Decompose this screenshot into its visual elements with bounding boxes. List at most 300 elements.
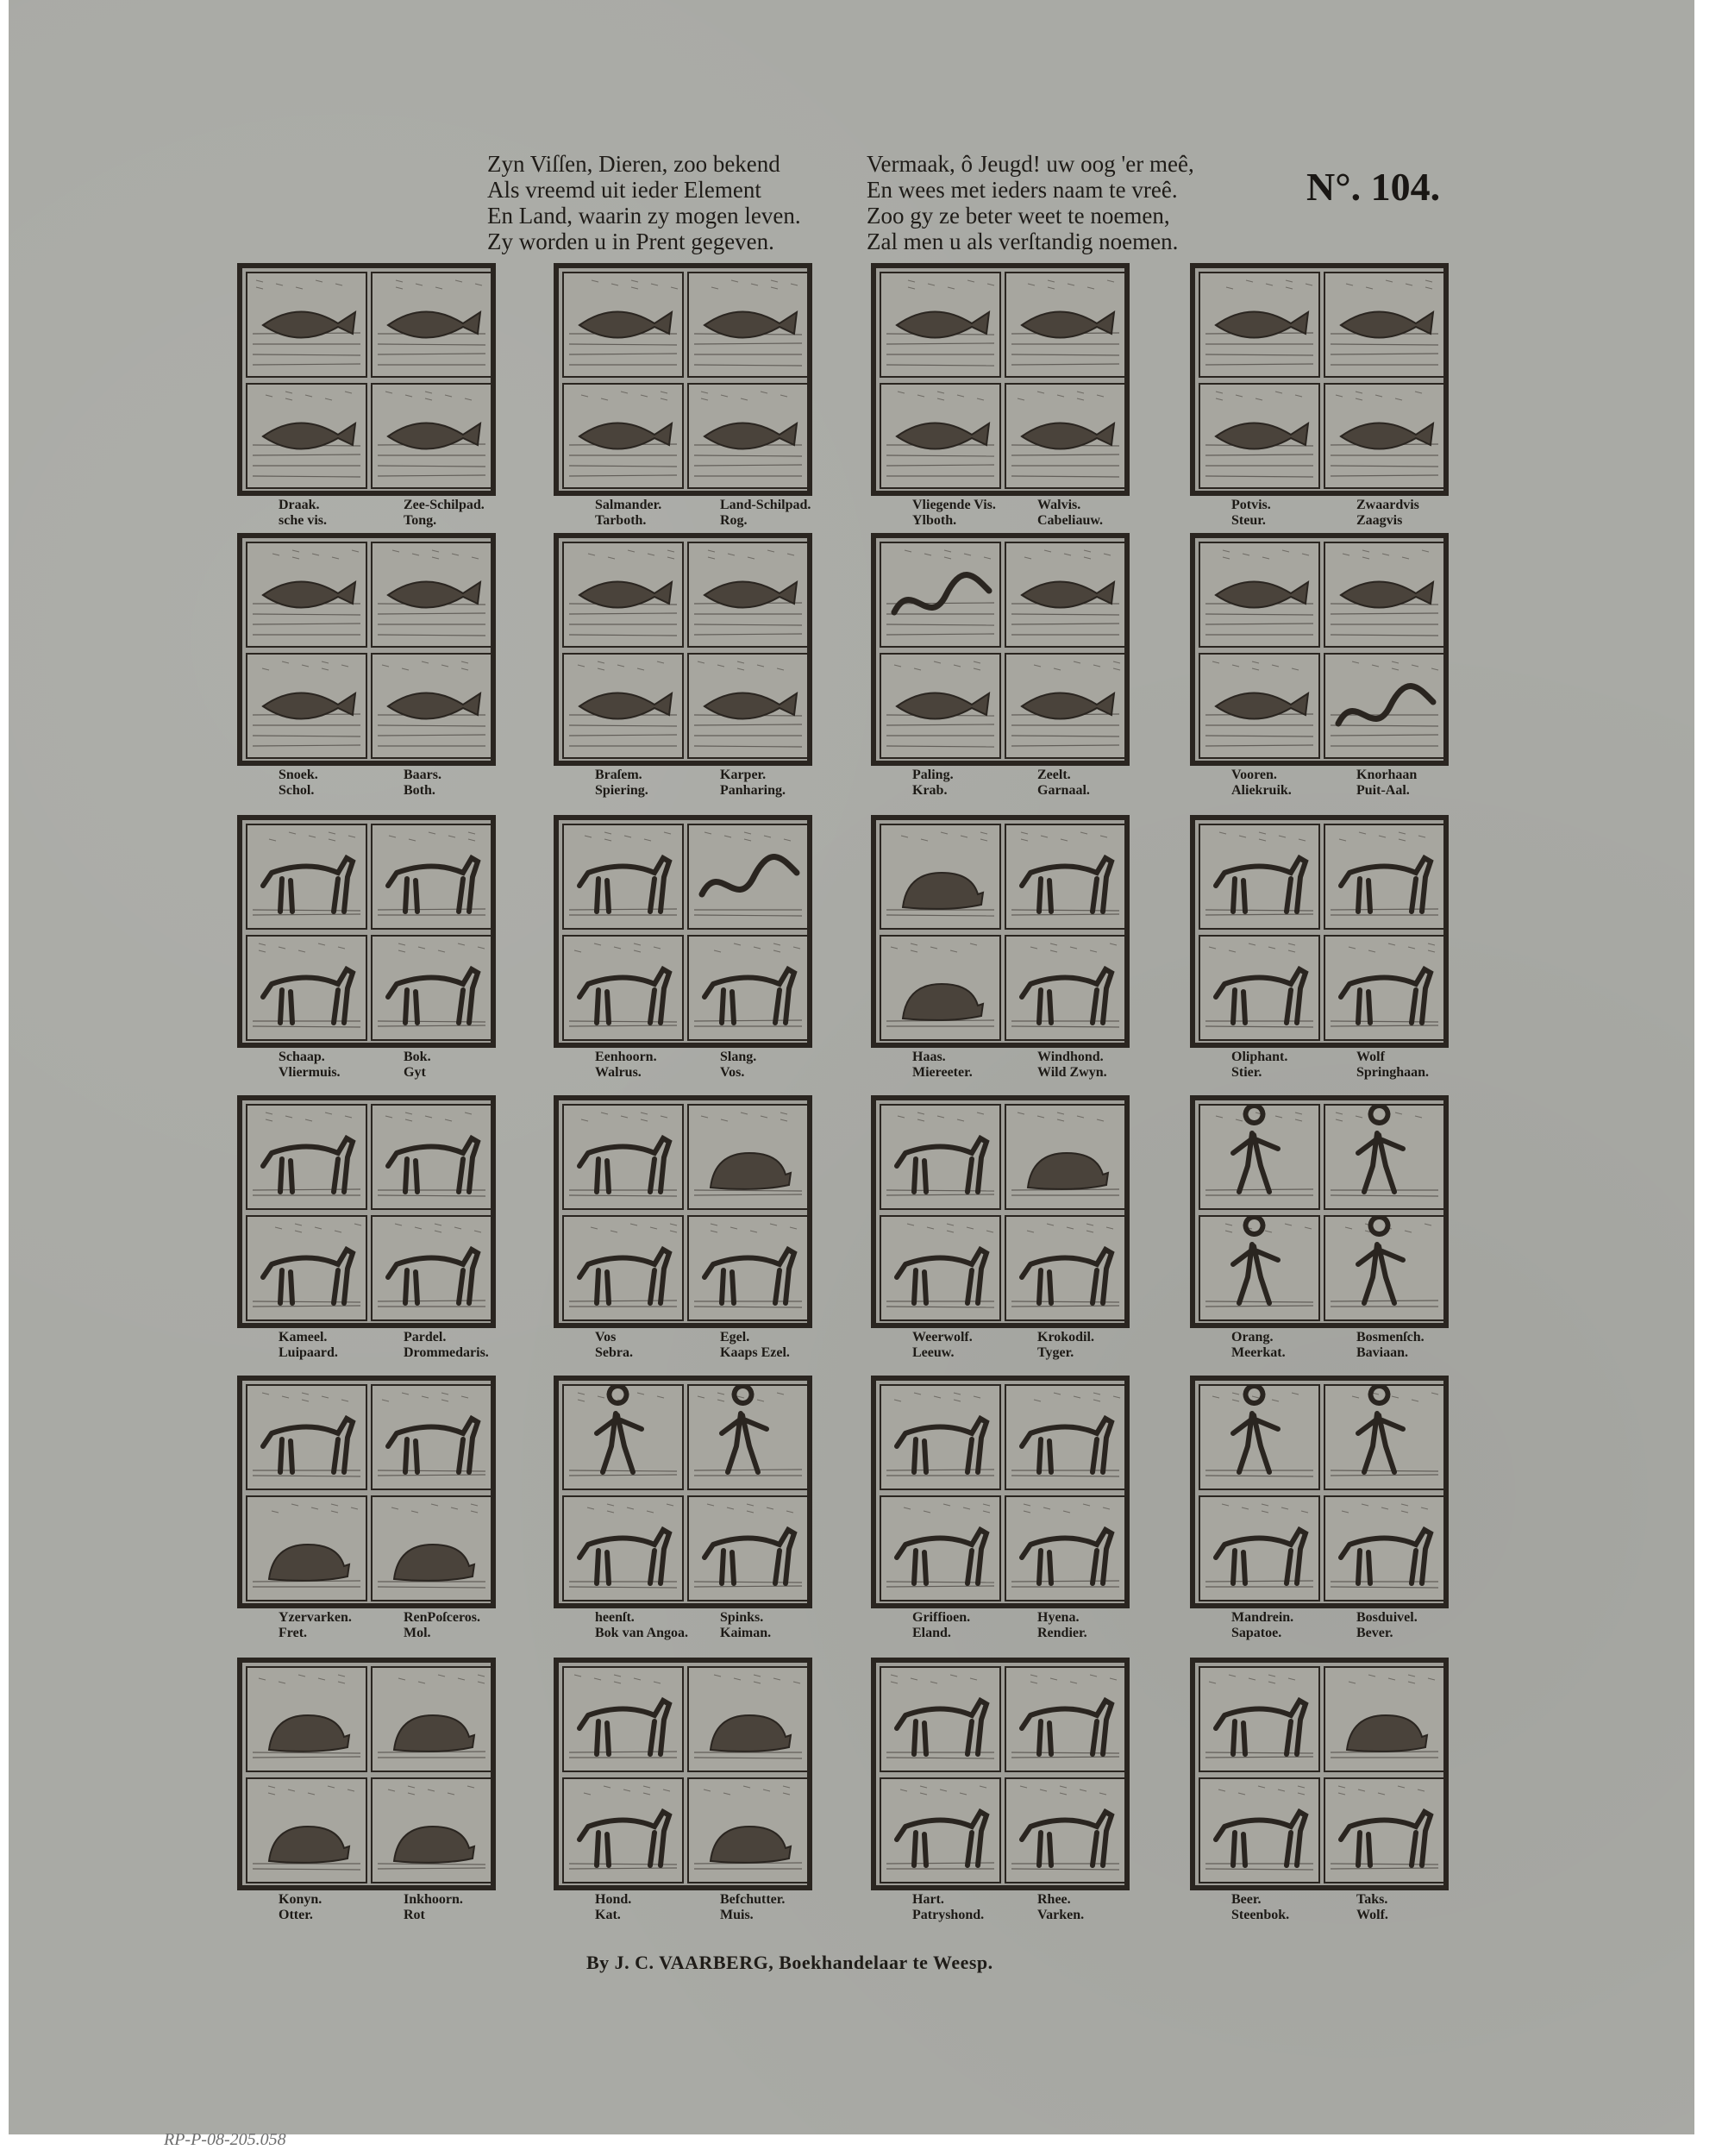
animal-caption: Walrus.	[595, 1065, 642, 1080]
woodcut-cell	[562, 1666, 684, 1772]
sturgeon-icon	[1200, 385, 1318, 487]
roach-icon	[1200, 543, 1318, 646]
animal-caption: Drommedaris.	[404, 1345, 489, 1360]
woodcut-cell	[687, 383, 809, 489]
caption-group	[886, 498, 1145, 532]
caption-group	[886, 768, 1145, 802]
animal-caption: Bok.	[404, 1050, 431, 1064]
woodcut-cell	[371, 935, 492, 1041]
woodcut-frame	[1190, 1376, 1449, 1608]
archive-number: RP-P-08-205.058	[164, 2130, 286, 2149]
woodcut-cell	[371, 1384, 492, 1490]
angora-goat-icon	[564, 1497, 682, 1600]
animal-caption: Sebra.	[595, 1345, 633, 1360]
woodcut-cell	[1324, 1384, 1445, 1490]
animal-caption: Vos.	[720, 1065, 745, 1080]
animal-caption: Spiering.	[595, 783, 648, 798]
woodcut-cell	[1324, 542, 1445, 648]
animal-caption: Baviaan.	[1356, 1345, 1409, 1360]
woodcut-cell	[1199, 1104, 1320, 1210]
woodcut-frame	[1190, 1095, 1449, 1328]
animal-caption: Haas.	[912, 1050, 946, 1064]
woodcut-cell	[1199, 653, 1320, 759]
woodcut-cell	[880, 1215, 1001, 1321]
caption-group	[253, 498, 511, 532]
deer-icon	[1006, 1668, 1124, 1771]
woodcut-cell	[880, 935, 1001, 1041]
salamander-icon	[564, 273, 682, 376]
woodcut-frame	[1190, 533, 1449, 766]
animal-caption: Fret.	[279, 1626, 308, 1640]
caiman-icon	[689, 1497, 807, 1600]
woodcut-frame	[871, 1658, 1130, 1890]
woodcut-cell	[371, 272, 492, 378]
anteater-icon	[881, 937, 999, 1039]
hedgehog-icon	[689, 1106, 807, 1208]
camel-icon	[247, 1106, 366, 1208]
caption-group	[253, 1330, 511, 1364]
animal-caption: Knorhaan	[1356, 768, 1418, 782]
animal-caption: Panharing.	[720, 783, 786, 798]
animal-caption: Zee-Schilpad.	[404, 498, 485, 512]
werewolf-icon	[881, 1106, 999, 1208]
woodcut-cell	[246, 1384, 367, 1490]
woodcut-frame	[871, 1376, 1130, 1608]
animal-caption: Wolf.	[1356, 1908, 1388, 1922]
woodcut-cell	[1005, 272, 1126, 378]
animal-caption: Bosmenſch.	[1356, 1330, 1425, 1344]
fox-icon	[564, 1106, 682, 1208]
woodcut-cell	[880, 272, 1001, 378]
caption-group	[253, 1610, 511, 1645]
cod-icon	[1006, 385, 1124, 487]
porcupine-icon	[1006, 1106, 1124, 1208]
animal-caption: Schol.	[279, 783, 315, 798]
animal-caption: Zaagvis	[1356, 513, 1403, 528]
woodcut-cell	[1324, 383, 1445, 489]
badger-icon	[1325, 1668, 1443, 1771]
woodcut-cell	[1199, 1495, 1320, 1601]
caption-group	[569, 498, 828, 532]
woodcut-cell	[1324, 1495, 1445, 1601]
woodcut-cell	[687, 824, 809, 930]
animal-caption: Stier.	[1231, 1065, 1262, 1080]
woodcut-frame	[1190, 815, 1449, 1048]
orangutan-icon	[1200, 1106, 1318, 1208]
woodcut-cell	[1199, 1666, 1320, 1772]
animal-caption: Zwaardvis	[1356, 498, 1419, 512]
woodcut-cell	[880, 653, 1001, 759]
eel-icon	[881, 543, 999, 646]
caption-group	[1205, 498, 1464, 532]
sea-turtle-icon	[373, 273, 491, 376]
woodcut-cell	[1005, 935, 1126, 1041]
caption-group	[569, 1610, 828, 1645]
walrus-icon	[564, 937, 682, 1039]
animal-caption: Walvis.	[1037, 498, 1081, 512]
dragon-icon	[247, 273, 366, 376]
animal-caption: Hyena.	[1037, 1610, 1080, 1625]
woodcut-cell	[562, 1495, 684, 1601]
woodcut-cell	[687, 1666, 809, 1772]
woodcut-cell	[1199, 1384, 1320, 1490]
animal-caption: Rendier.	[1037, 1626, 1087, 1640]
woodcut-cell	[562, 272, 684, 378]
woodcut-cell	[1199, 272, 1320, 378]
sheet-number: N°. 104.	[1306, 165, 1441, 209]
woodcut-cell	[1005, 1666, 1126, 1772]
woodcut-cell	[1005, 653, 1126, 759]
bear-icon	[1200, 1668, 1318, 1771]
woodcut-cell	[1199, 935, 1320, 1041]
animal-caption: Vliegende Vis.	[912, 498, 996, 512]
animal-caption: Bever.	[1356, 1626, 1393, 1640]
caption-group	[1205, 1050, 1464, 1084]
animal-caption: Rog.	[720, 513, 748, 528]
flatfish-icon	[881, 385, 999, 487]
woodcut-frame	[871, 533, 1130, 766]
mole-icon	[373, 1497, 491, 1600]
woodcut-cell	[246, 824, 367, 930]
animal-caption: Paling.	[912, 768, 954, 782]
woodcut-cell	[1324, 824, 1445, 930]
animal-caption: Weerwolf.	[912, 1330, 973, 1344]
woodcut-cell	[1199, 383, 1320, 489]
snail-icon	[1200, 655, 1318, 757]
woodcut-frame	[554, 533, 812, 766]
crab-icon	[881, 655, 999, 757]
animal-caption: Bosduivel.	[1356, 1610, 1418, 1625]
dromedary-icon	[373, 1217, 491, 1319]
animal-caption: Oliphant.	[1231, 1050, 1288, 1064]
flounder-icon	[373, 655, 491, 757]
woodcut-cell	[687, 1495, 809, 1601]
woodcut-cell	[687, 653, 809, 759]
woodcut-cell	[687, 1777, 809, 1883]
woodcut-cell	[1199, 824, 1320, 930]
pig-icon	[1006, 1779, 1124, 1882]
woodcut-cell	[562, 383, 684, 489]
animal-caption: Luipaard.	[279, 1345, 338, 1360]
woodcut-cell	[880, 1495, 1001, 1601]
animal-caption: Kaaps Ezel.	[720, 1345, 790, 1360]
woodcut-cell	[562, 653, 684, 759]
horse-icon	[881, 1217, 999, 1319]
caption-group	[886, 1330, 1145, 1364]
woodcut-frame	[237, 263, 496, 496]
hyena-icon	[1006, 1386, 1124, 1489]
animal-caption: Konyn.	[279, 1892, 322, 1907]
squirrel-icon	[373, 1668, 491, 1771]
turbot-icon	[564, 385, 682, 487]
animal-caption: Snoek.	[279, 768, 318, 782]
animal-caption: Kaiman.	[720, 1626, 772, 1640]
woodcut-cell	[1199, 542, 1320, 648]
animal-caption: Braſem.	[595, 768, 642, 782]
wolf-icon	[1325, 1779, 1443, 1882]
woodcut-cell	[1324, 935, 1445, 1041]
animal-caption: Pardel.	[404, 1330, 447, 1344]
flying-fish-icon	[881, 273, 999, 376]
rat-icon	[373, 1779, 491, 1882]
elk-icon	[881, 1497, 999, 1600]
animal-caption: Befchutter.	[720, 1892, 786, 1907]
woodcut-cell	[1005, 1495, 1126, 1601]
bream-icon	[564, 543, 682, 646]
woodcut-cell	[687, 935, 809, 1041]
animal-caption: Salmander.	[595, 498, 662, 512]
animal-caption: Egel.	[720, 1330, 750, 1344]
animal-caption: RenPoſceros.	[404, 1610, 481, 1625]
woodcut-cell	[246, 1777, 367, 1883]
woodcut-cell	[562, 824, 684, 930]
unicorn-icon	[564, 825, 682, 928]
forest-devil-icon	[1325, 1386, 1443, 1489]
animal-caption: Both.	[404, 783, 435, 798]
woodcut-cell	[1005, 1777, 1126, 1883]
woodcut-cell	[1005, 824, 1126, 930]
woodcut-cell	[371, 653, 492, 759]
animal-caption: Tong.	[404, 513, 437, 528]
baboon-icon	[1325, 1217, 1443, 1319]
bull-icon	[1200, 937, 1318, 1039]
animal-caption: Otter.	[279, 1908, 313, 1922]
cat-icon	[564, 1779, 682, 1882]
woodcut-frame	[871, 1095, 1130, 1328]
verse-line: En Land, waarin zy mogen leven.	[487, 203, 801, 229]
caption-group	[569, 768, 828, 802]
smelt-icon	[564, 655, 682, 757]
woodcut-cell	[1324, 1666, 1445, 1772]
woodcut-cell	[1324, 1104, 1445, 1210]
animal-caption: Puit-Aal.	[1356, 783, 1410, 798]
mandrill-icon	[1200, 1386, 1318, 1489]
woodcut-cell	[687, 1384, 809, 1490]
verse-line: Zyn Viſſen, Dieren, zoo bekend	[487, 151, 780, 177]
woodcut-frame	[237, 1376, 496, 1608]
woodcut-cell	[246, 1666, 367, 1772]
woodcut-cell	[880, 1104, 1001, 1210]
caption-group	[886, 1892, 1145, 1927]
ray-icon	[689, 385, 807, 487]
animal-caption: Sapatoe.	[1231, 1626, 1282, 1640]
verse-line: Vermaak, ô Jeugd! uw oog 'er meê,	[867, 151, 1194, 177]
monkey-icon	[1200, 1217, 1318, 1319]
woodcut-cell	[562, 1215, 684, 1321]
woodcut-cell	[371, 542, 492, 648]
caption-group	[253, 1892, 511, 1927]
pike-icon	[247, 543, 366, 646]
animal-caption: Varken.	[1037, 1908, 1085, 1922]
woodcut-cell	[880, 542, 1001, 648]
woodcut-cell	[1005, 383, 1126, 489]
rhinoceros-icon	[373, 1386, 491, 1489]
woodcut-cell	[371, 1215, 492, 1321]
woodcut-cell	[246, 1104, 367, 1210]
tench-icon	[1006, 543, 1124, 646]
animal-caption: Patryshond.	[912, 1908, 985, 1922]
woodcut-cell	[246, 935, 367, 1041]
animal-caption: Zeelt.	[1037, 768, 1071, 782]
animal-caption: Taks.	[1356, 1892, 1388, 1907]
animal-caption: Meerkat.	[1231, 1345, 1286, 1360]
caption-group	[253, 1050, 511, 1084]
spaniel-icon	[881, 1779, 999, 1882]
animal-caption: Muis.	[720, 1908, 754, 1922]
verse-line: Zal men u als verſtandig noemen.	[867, 229, 1179, 254]
caption-group	[569, 1330, 828, 1364]
woodcut-cell	[371, 1777, 492, 1883]
animal-caption: Krokodil.	[1037, 1330, 1094, 1344]
dog-icon	[564, 1668, 682, 1771]
verse-line: En wees met ieders naam te vreê.	[867, 177, 1178, 203]
animal-caption: Mol.	[404, 1626, 431, 1640]
verse-line: Als vreemd uit ieder Element	[487, 177, 761, 203]
animal-caption: Griffioen.	[912, 1610, 971, 1625]
woodcut-cell	[246, 272, 367, 378]
animal-caption: Ylboth.	[912, 513, 957, 528]
woodcut-cell	[246, 542, 367, 648]
griffin-icon	[881, 1386, 999, 1489]
woodcut-cell	[1005, 542, 1126, 648]
greyhound-icon	[1006, 825, 1124, 928]
animal-caption: Vliermuis.	[279, 1065, 341, 1080]
woodcut-cell	[1324, 1215, 1445, 1321]
woodcut-frame	[871, 815, 1130, 1048]
leopard-icon	[247, 1217, 366, 1319]
verse-right	[867, 151, 1194, 254]
wolf-icon	[1325, 825, 1443, 928]
woodcut-cell	[687, 1215, 809, 1321]
mouse-icon	[689, 1779, 807, 1882]
tortoise-icon	[689, 273, 807, 376]
woodcut-cell	[880, 1384, 1001, 1490]
animal-caption: Yzervarken.	[279, 1610, 352, 1625]
animal-caption: Vos	[595, 1330, 617, 1344]
animal-caption: Aliekruik.	[1231, 783, 1292, 798]
caption-group	[1205, 1610, 1464, 1645]
caption-group	[1205, 1330, 1464, 1364]
animal-caption: heenſt.	[595, 1610, 635, 1625]
sphinx-icon	[689, 1386, 807, 1489]
animal-caption: Potvis.	[1231, 498, 1271, 512]
otter-icon	[247, 1779, 366, 1882]
herring-icon	[689, 655, 807, 757]
woodcut-frame	[554, 1095, 812, 1328]
woodcut-cell	[1005, 1384, 1126, 1490]
animal-caption: Orang.	[1231, 1330, 1274, 1344]
woodcut-frame	[554, 815, 812, 1048]
animal-caption: Hond.	[595, 1892, 632, 1907]
animal-caption: Slang.	[720, 1050, 757, 1064]
swordfish-icon	[1325, 273, 1443, 376]
woodcut-cell	[371, 1666, 492, 1772]
animal-caption: Springhaan.	[1356, 1065, 1430, 1080]
flatfish-icon	[373, 385, 491, 487]
animal-caption: Rhee.	[1037, 1892, 1071, 1907]
caption-group	[886, 1050, 1145, 1084]
animal-caption: Schaap.	[279, 1050, 325, 1064]
bat-icon	[247, 937, 366, 1039]
woodcut-cell	[880, 824, 1001, 930]
elephant-icon	[1200, 825, 1318, 928]
verse-line: Zoo gy ze beter weet te noemen,	[867, 203, 1170, 229]
woodcut-cell	[1324, 1777, 1445, 1883]
woodcut-frame	[554, 1376, 812, 1608]
publisher-imprint: By J. C. VAARBERG, Boekhandelaar te Weesp.	[586, 1952, 993, 1973]
woodcut-cell	[880, 1666, 1001, 1772]
shrimp-icon	[1006, 655, 1124, 757]
stag-icon	[881, 1668, 999, 1771]
woodcut-frame	[237, 1658, 496, 1890]
woodcut-cell	[371, 1104, 492, 1210]
animal-caption: sche vis.	[279, 513, 327, 528]
animal-caption: Eland.	[912, 1626, 951, 1640]
caption-group	[886, 1610, 1145, 1645]
zebra-icon	[564, 1217, 682, 1319]
animal-caption: Beer.	[1231, 1892, 1262, 1907]
animal-caption: Cabeliauw.	[1037, 513, 1104, 528]
print-sheet	[9, 0, 1694, 2134]
caption-group	[1205, 768, 1464, 802]
animal-caption: Karper.	[720, 768, 767, 782]
sperm-whale-icon	[1200, 273, 1318, 376]
woodcut-cell	[246, 1495, 367, 1601]
animal-caption: Vooren.	[1231, 768, 1277, 782]
animal-caption: Baars.	[404, 768, 441, 782]
panther-icon	[373, 1106, 491, 1208]
animal-caption: Hart.	[912, 1892, 944, 1907]
nanny-goat-icon	[373, 937, 491, 1039]
animal-caption: Windhond.	[1037, 1050, 1104, 1064]
animal-caption: Garnaal.	[1037, 783, 1090, 798]
animal-caption: Rot	[404, 1908, 425, 1922]
perch-icon	[373, 543, 491, 646]
woodcut-cell	[562, 1104, 684, 1210]
fox-icon	[689, 937, 807, 1039]
woodcut-cell	[1199, 1777, 1320, 1883]
caption-group	[569, 1050, 828, 1084]
woodcut-cell	[246, 653, 367, 759]
woodcut-frame	[237, 815, 496, 1048]
woodcut-cell	[880, 383, 1001, 489]
animal-caption: Tarboth.	[595, 513, 647, 528]
woodcut-cell	[371, 1495, 492, 1601]
wild-boar-icon	[1006, 937, 1124, 1039]
ferret-icon	[247, 1497, 366, 1600]
woodcut-cell	[562, 935, 684, 1041]
goat-icon	[373, 825, 491, 928]
caption-group	[569, 1892, 828, 1927]
woodcut-cell	[246, 1215, 367, 1321]
tiger-icon	[1006, 1217, 1124, 1319]
woodcut-cell	[371, 383, 492, 489]
animal-caption: Mandrein.	[1231, 1610, 1294, 1625]
hare-icon	[881, 825, 999, 928]
woodcut-cell	[562, 1777, 684, 1883]
animal-caption: Leeuw.	[912, 1345, 955, 1360]
animal-caption: Steenbok.	[1231, 1908, 1290, 1922]
verse-line: Zy worden u in Prent gegeven.	[487, 229, 774, 254]
animal-caption: Tyger.	[1037, 1345, 1074, 1360]
animal-caption: Draak.	[279, 498, 320, 512]
animal-caption: Kat.	[595, 1908, 621, 1922]
snake-icon	[689, 825, 807, 928]
woodcut-frame	[237, 1095, 496, 1328]
animal-caption: Wild Zwyn.	[1037, 1065, 1107, 1080]
woodcut-cell	[1199, 1215, 1320, 1321]
eelpout-icon	[1325, 655, 1443, 757]
